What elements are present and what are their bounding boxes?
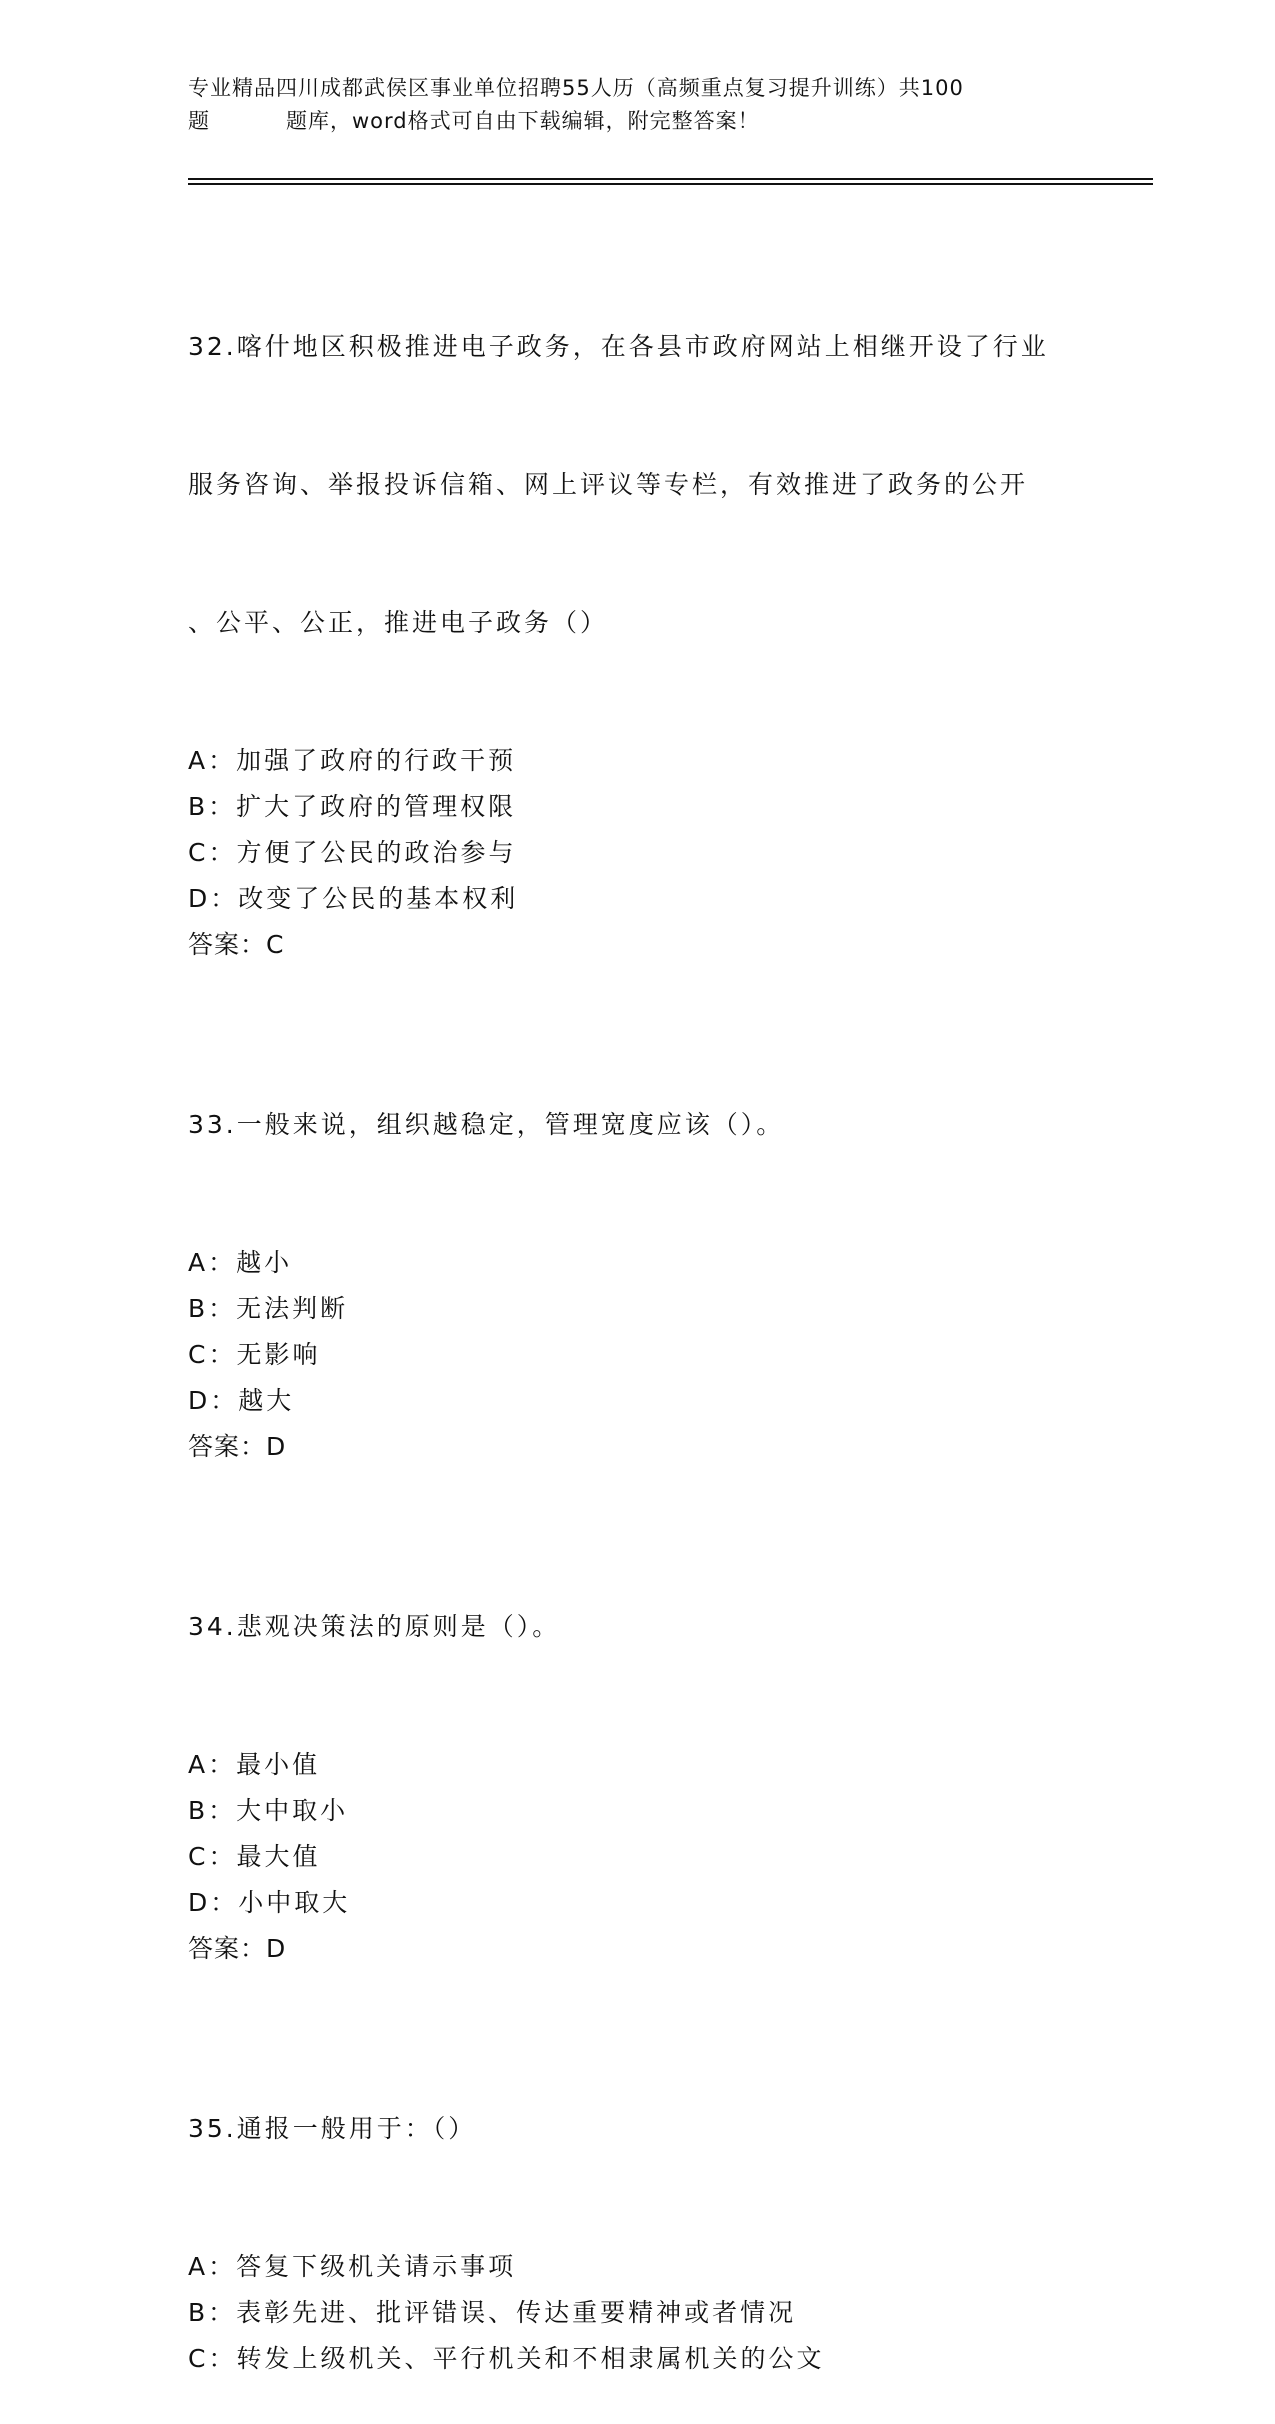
option-a: A：加强了政府的行政干预 — [188, 746, 517, 775]
question-34 — [188, 1512, 1088, 1972]
question-33 — [188, 1010, 1088, 1470]
option-c: C：转发上级机关、平行机关和不相隶属机关的公文 — [188, 2344, 825, 2373]
answer-line: 答案：D — [188, 1934, 287, 1963]
question-stem — [188, 232, 1088, 738]
header-divider-bottom — [188, 183, 1153, 185]
header-title-line: 专业精品四川成都武侯区事业单位招聘55人历（高频重点复习提升训练）共100 — [188, 76, 964, 100]
question-stem-line: 34.悲观决策法的原则是（）。 — [188, 1612, 561, 1641]
option-b: B：表彰先进、批评错误、传达重要精神或者情况 — [188, 2298, 797, 2327]
option-d: D：小中取大 — [188, 1888, 351, 1917]
option-c: C：最大值 — [188, 1842, 321, 1871]
option-c: C：无影响 — [188, 1340, 321, 1369]
option-a: A：越小 — [188, 1248, 293, 1277]
option-a: A：答复下级机关请示事项 — [188, 2252, 517, 2281]
option-b: B：大中取小 — [188, 1796, 349, 1825]
answer-line: 答案：C — [188, 930, 285, 959]
question-stem-line: 35.通报一般用于：（） — [188, 2114, 477, 2143]
question-35 — [188, 2014, 1088, 2382]
document-header — [188, 72, 1088, 138]
question-stem-line: 32.喀什地区积极推进电子政务，在各县市政府网站上相继开设了行业 — [188, 332, 1049, 361]
header-subtitle-lead: 题 — [188, 109, 210, 133]
answer-line: 答案：D — [188, 1432, 287, 1461]
header-divider-top — [188, 178, 1153, 180]
question-stem — [188, 2014, 1088, 2244]
question-stem-line: 33.一般来说，组织越稳定，管理宽度应该（）。 — [188, 1110, 785, 1139]
option-b: B：无法判断 — [188, 1294, 349, 1323]
question-stem — [188, 1010, 1088, 1240]
question-stem — [188, 1512, 1088, 1742]
option-a: A：最小值 — [188, 1750, 321, 1779]
question-list — [188, 232, 1088, 2424]
option-b: B：扩大了政府的管理权限 — [188, 792, 517, 821]
question-32 — [188, 232, 1088, 968]
header-subtitle-line — [188, 105, 1088, 138]
option-d: D：改变了公民的基本权利 — [188, 884, 519, 913]
option-d: D：越大 — [188, 1386, 295, 1415]
question-stem-line: 服务咨询、举报投诉信箱、网上评议等专栏，有效推进了政务的公开 — [188, 470, 1029, 499]
question-stem-line: 、公平、公正，推进电子政务（） — [188, 608, 609, 637]
header-subtitle-text: 题库，word格式可自由下载编辑，附完整答案！ — [286, 109, 760, 133]
option-c: C：方便了公民的政治参与 — [188, 838, 517, 867]
